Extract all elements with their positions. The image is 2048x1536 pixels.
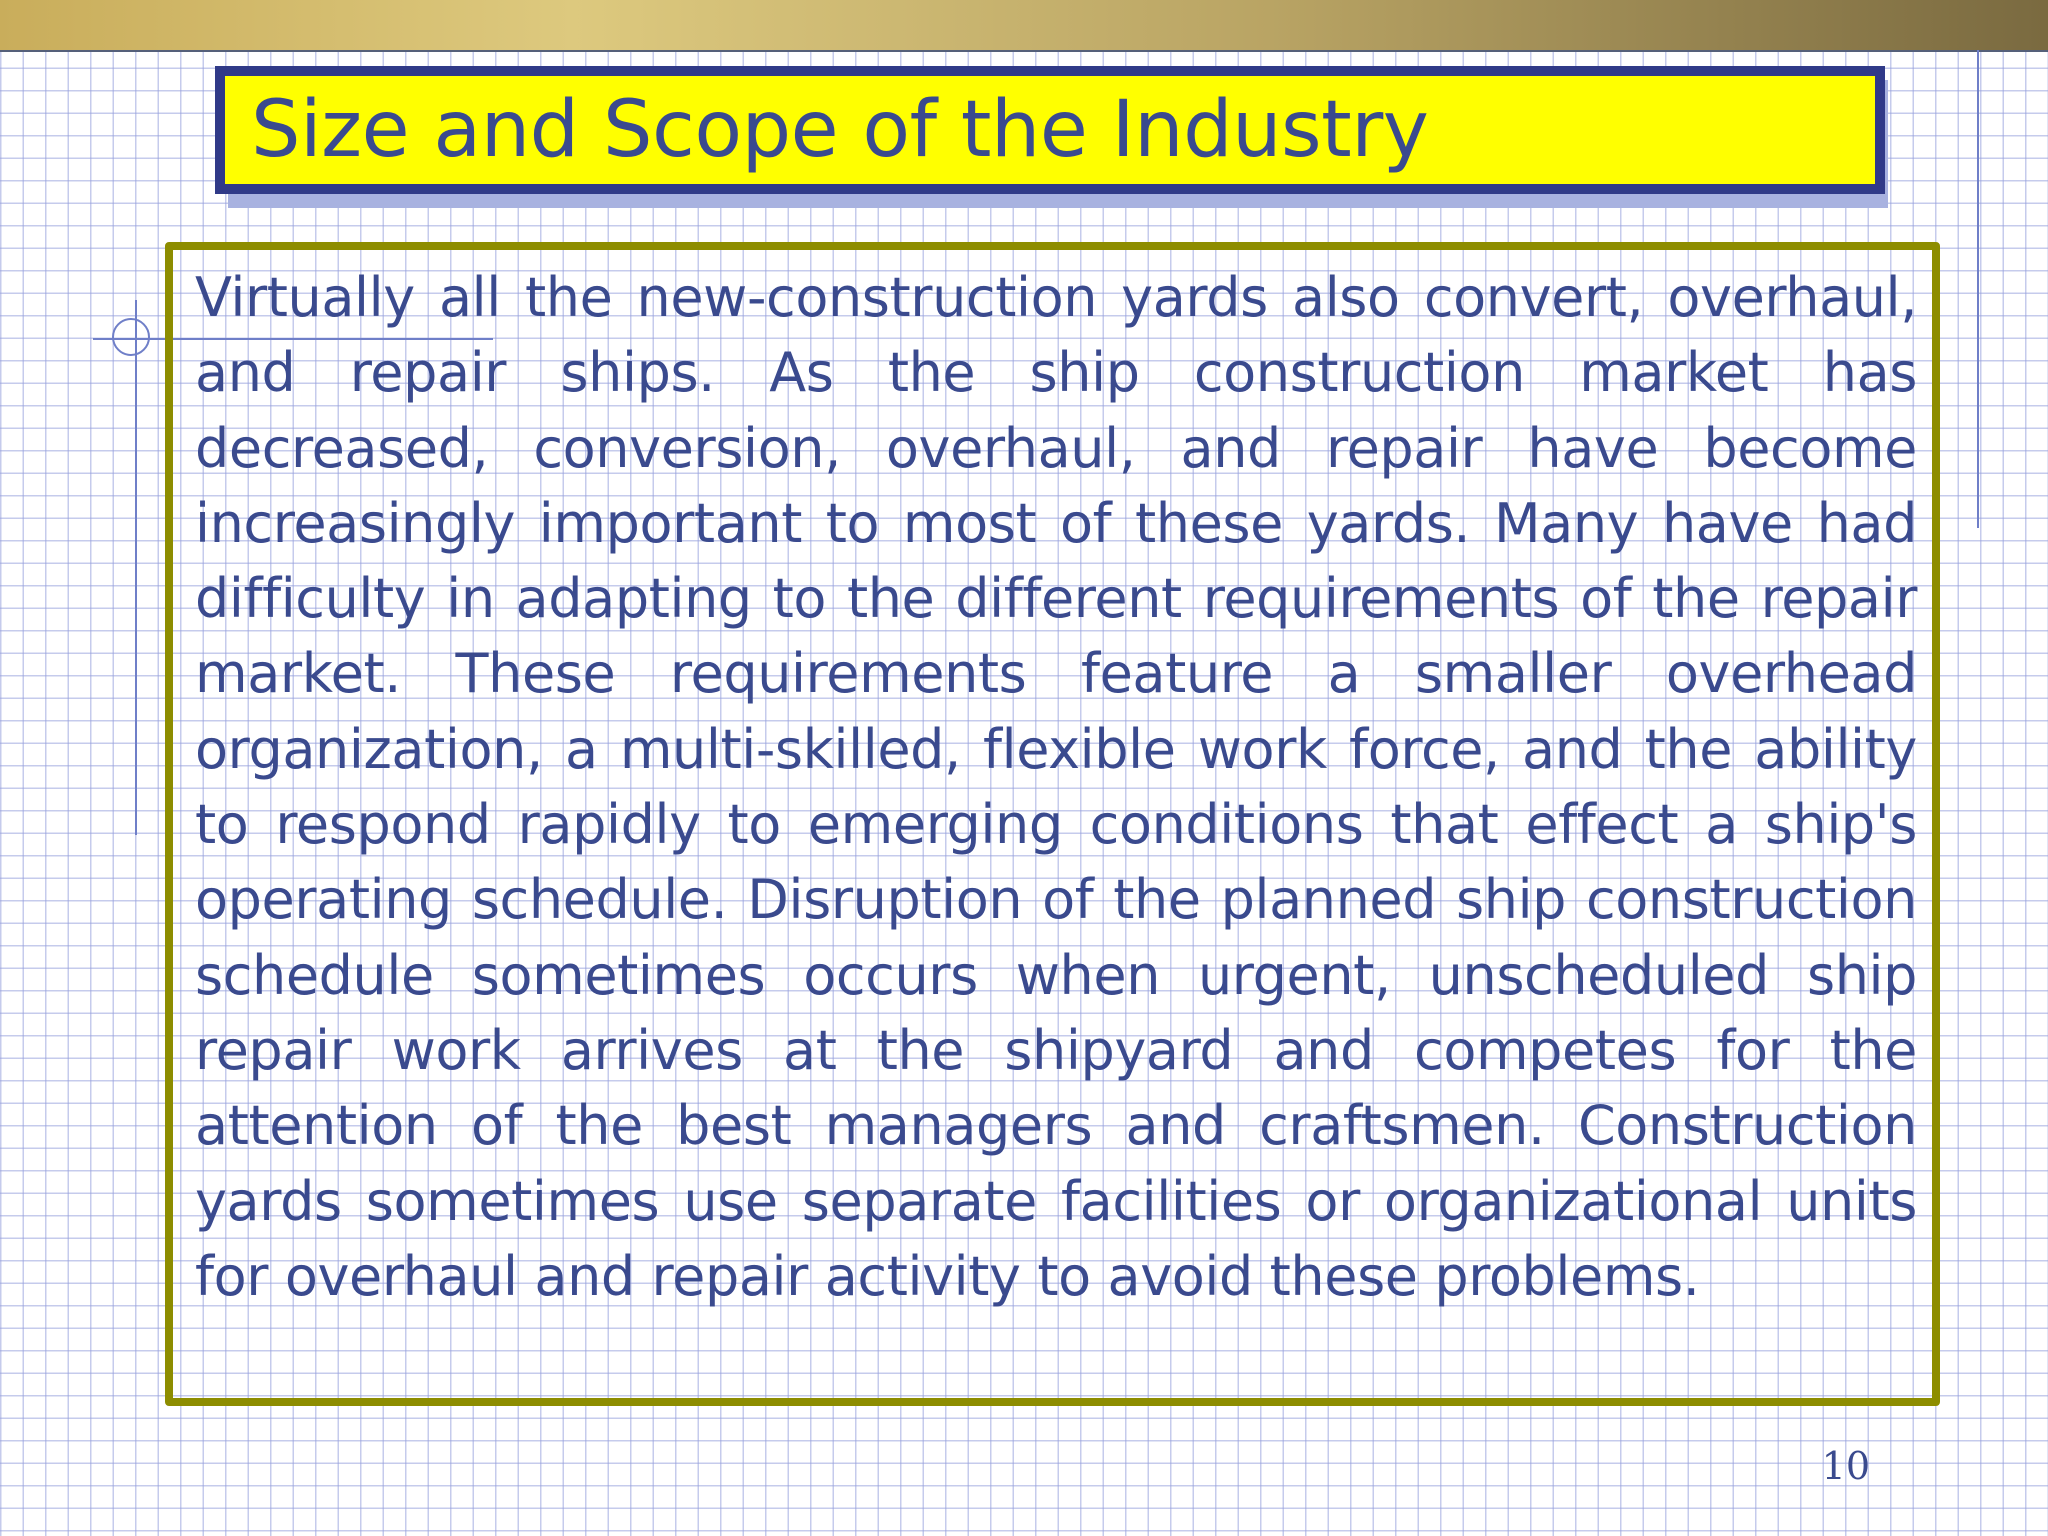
slide-body-text: Virtually all the new-construction yards also convert, overhaul, and repair ships. As the ship construction market has decreased, conversion, overhaul, and repair have become increasingly important to most of these yards. Many have had difficulty in adapting to the different requirements of the repair market. These requirements feature a smaller overhead organization, a multi-skilled, flexible work force, and the ability to respond rapidly to emerging conditions that effect a ship's operating schedule. Disruption of the planned ship construction schedule sometimes occurs when urgent, unscheduled ship repair work arrives at the shipyard and competes for the attention of the best managers and craftsmen. Construction yards sometimes use separate facilities or organizational units for overhaul and repair activity to avoid these problems.: [195, 266, 1917, 1308]
slide-page-number: 10: [1821, 1444, 1870, 1488]
right-decorative-line: [1977, 50, 1979, 528]
slide-title: Size and Scope of the Industry: [251, 85, 1429, 175]
title-box: [215, 66, 1885, 194]
crosshair-circle-decoration: [112, 318, 150, 356]
content-box: [165, 242, 1940, 1406]
top-decorative-bar: [0, 0, 2048, 52]
left-decorative-line: [135, 300, 137, 835]
